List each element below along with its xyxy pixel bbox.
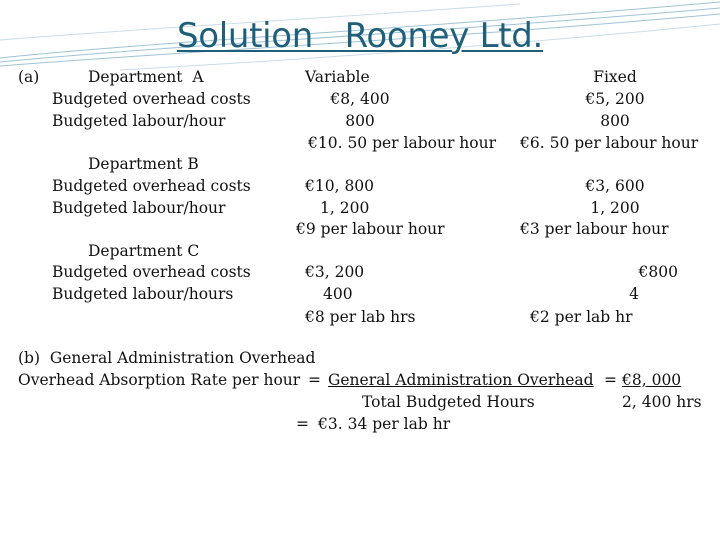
part-a-label: (a)	[18, 68, 40, 86]
labour-hours-label: Budgeted labour/hours	[52, 285, 234, 303]
variable-overhead-value: €8, 400	[330, 90, 390, 108]
fixed-hours-value: 1, 200	[590, 199, 640, 217]
formula-label: Overhead Absorption Rate per hour	[18, 371, 301, 389]
variable-rate-value: €8 per lab hrs	[305, 308, 416, 326]
fixed-rate-value: €6. 50 per labour hour	[520, 134, 699, 152]
fixed-hours-value: 800	[600, 112, 630, 130]
labour-hours-label: Budgeted labour/hour	[52, 112, 226, 130]
fixed-overhead-value: €5, 200	[585, 90, 645, 108]
slide-title: Solution Rooney Ltd.	[176, 16, 544, 56]
variable-rate-value: €9 per labour hour	[296, 220, 445, 238]
labour-hours-label: Budgeted labour/hour	[52, 199, 226, 217]
formula-numerator: General Administration Overhead	[328, 371, 594, 389]
variable-rate-value: €10. 50 per labour hour	[308, 134, 496, 152]
equals-sign: =	[308, 371, 321, 389]
fixed-rate-value: €3 per labour hour	[520, 220, 669, 238]
variable-overhead-value: €10, 800	[305, 177, 375, 195]
variable-hours-value: 800	[345, 112, 375, 130]
denominator-value: 2, 400 hrs	[622, 393, 702, 411]
formula-denominator: Total Budgeted Hours	[362, 393, 535, 411]
part-b-heading: (b) General Administration Overhead	[18, 349, 316, 367]
fixed-overhead-value: €3, 600	[585, 177, 645, 195]
department-name: Department B	[88, 155, 199, 173]
fixed-rate-value: €2 per lab hr	[530, 308, 633, 326]
equals-sign: =	[604, 371, 617, 389]
department-name: Department A	[88, 68, 204, 86]
overhead-costs-label: Budgeted overhead costs	[52, 177, 251, 195]
absorption-rate-result: €3. 34 per lab hr	[318, 415, 451, 433]
fixed-overhead-value: €800	[638, 263, 678, 281]
numerator-value: €8, 000	[622, 371, 682, 389]
overhead-costs-label: Budgeted overhead costs	[52, 263, 251, 281]
fixed-column-header: Fixed	[593, 68, 637, 86]
department-name: Department C	[88, 242, 200, 260]
variable-overhead-value: €3, 200	[305, 263, 365, 281]
variable-hours-value: 400	[323, 285, 353, 303]
variable-hours-value: 1, 200	[320, 199, 370, 217]
overhead-costs-label: Budgeted overhead costs	[52, 90, 251, 108]
variable-column-header: Variable	[305, 68, 370, 86]
fixed-hours-value: 4	[629, 285, 639, 303]
equals-sign: =	[296, 415, 309, 433]
